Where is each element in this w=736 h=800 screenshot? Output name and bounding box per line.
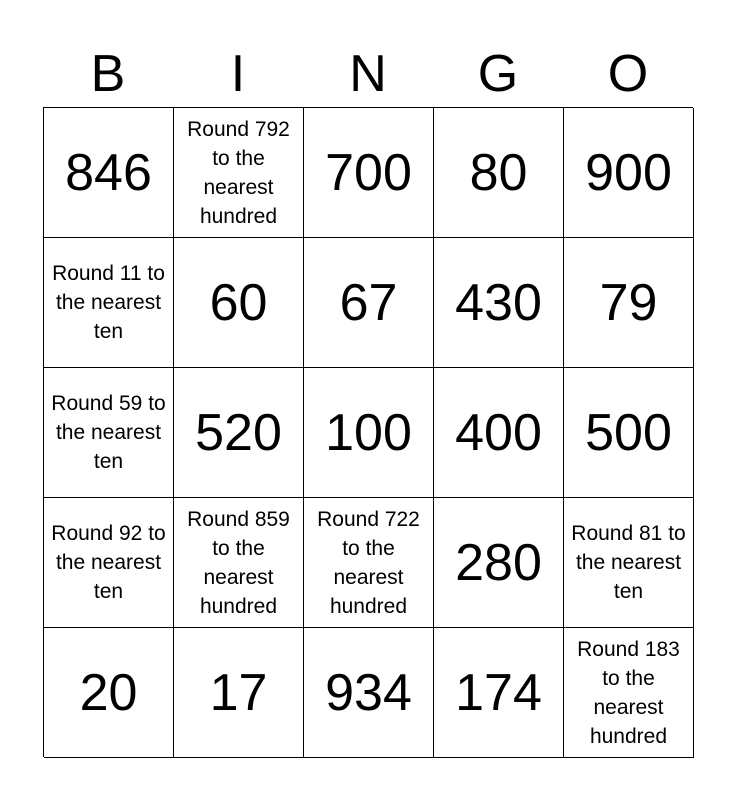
bingo-cell[interactable] [434, 368, 564, 498]
bingo-cell-text: Round 859 to the nearest hundred [187, 507, 290, 618]
bingo-cell-text: Round 81 to the nearest ten [571, 522, 686, 603]
bingo-cell[interactable] [174, 368, 304, 498]
bingo-cell[interactable] [434, 238, 564, 368]
header-letter-o: O [607, 45, 649, 103]
bingo-cell-text: 934 [325, 663, 412, 722]
bingo-cell-text: Round 59 to the nearest ten [51, 392, 166, 473]
bingo-cell-text: Round 11 to the nearest ten [52, 262, 165, 343]
bingo-cell[interactable] [174, 108, 304, 238]
bingo-cell-text: 700 [325, 143, 412, 202]
bingo-cell[interactable] [174, 628, 304, 758]
bingo-cell-text: 17 [209, 663, 268, 722]
bingo-cell[interactable] [304, 368, 434, 498]
bingo-cell-text: Round 792 to the nearest hundred [187, 117, 290, 228]
bingo-card-grid [43, 107, 693, 757]
bingo-cell[interactable] [564, 108, 694, 238]
bingo-cell-text: Round 722 to the nearest hundred [317, 507, 420, 618]
bingo-cell[interactable] [564, 238, 694, 368]
bingo-cell-text: 430 [455, 273, 542, 332]
bingo-cell-text: 520 [195, 403, 282, 462]
bingo-cell-text: 80 [469, 143, 528, 202]
bingo-header [43, 40, 693, 108]
bingo-cell-text: 846 [65, 143, 152, 202]
bingo-cell[interactable] [304, 108, 434, 238]
bingo-cell-text: 60 [209, 273, 268, 332]
bingo-cell-text: 280 [455, 533, 542, 592]
bingo-cell[interactable] [564, 368, 694, 498]
header-letter-g: G [477, 45, 519, 103]
bingo-cell[interactable] [434, 628, 564, 758]
bingo-cell-text: Round 92 to the nearest ten [51, 522, 166, 603]
bingo-cell[interactable] [434, 498, 564, 628]
bingo-cell[interactable] [304, 498, 434, 628]
bingo-cell[interactable] [44, 238, 174, 368]
bingo-cell-text: 900 [585, 143, 672, 202]
bingo-cell-text: 67 [339, 273, 398, 332]
bingo-cell-text: 100 [325, 403, 412, 462]
bingo-cell-text: Round 183 to the nearest hundred [577, 637, 680, 748]
bingo-cell[interactable] [564, 628, 694, 758]
bingo-cell[interactable] [44, 108, 174, 238]
bingo-cell[interactable] [434, 108, 564, 238]
bingo-cell[interactable] [44, 628, 174, 758]
bingo-cell-text: 20 [79, 663, 138, 722]
header-letter-n: N [349, 45, 387, 103]
bingo-cell[interactable] [304, 628, 434, 758]
header-letter-b: B [90, 45, 126, 103]
bingo-cell-text: 500 [585, 403, 672, 462]
bingo-cell[interactable] [564, 498, 694, 628]
bingo-cell[interactable] [174, 498, 304, 628]
bingo-cell[interactable] [304, 238, 434, 368]
bingo-cell-text: 174 [455, 663, 542, 722]
bingo-cell[interactable] [44, 368, 174, 498]
bingo-cell-text: 400 [455, 403, 542, 462]
bingo-cell[interactable] [44, 498, 174, 628]
bingo-cell[interactable] [174, 238, 304, 368]
bingo-cell-text: 79 [599, 273, 658, 332]
header-letter-i: I [230, 45, 246, 103]
